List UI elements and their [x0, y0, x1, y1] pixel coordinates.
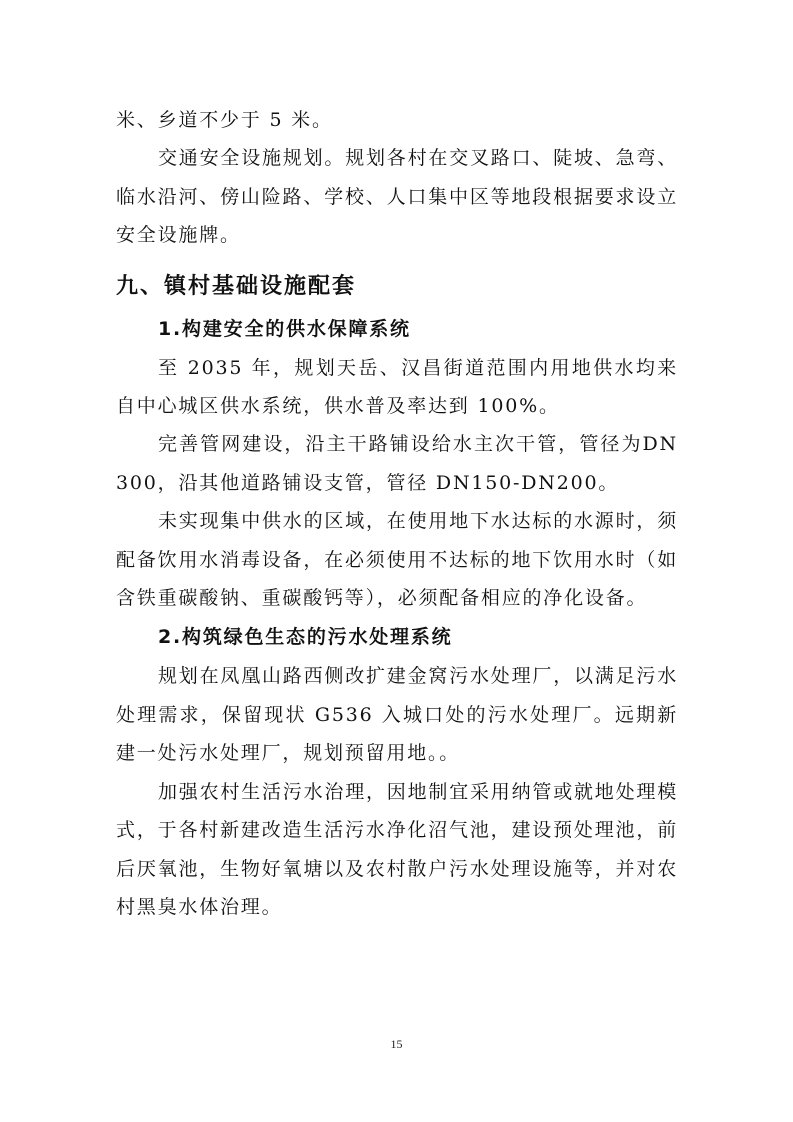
paragraph-sewage-1: 规划在凤凰山路西侧改扩建金窝污水处理厂，以满足污水处理需求，保留现状 G536 入城口处的污水处理厂。远期新建一处污水处理厂，规划预留用地。。	[116, 665, 679, 765]
paragraph-water-supply-3: 未实现集中供水的区域，在使用地下水达标的水源时，须配备饮用水消毒设备，在必须使用不达标的地下饮用水时（如含铁重碳酸钠、重碳酸钙等），必须配备相应的净化设备。	[116, 510, 679, 610]
subsection-heading-sewage: 2.构筑绿色生态的污水处理系统	[158, 626, 453, 649]
document-body	[116, 101, 678, 926]
subsection-heading-water-supply: 1.构建安全的供水保障系统	[158, 317, 411, 340]
paragraph-traffic-safety: 交通安全设施规划。规划各村在交叉路口、陡坡、急弯、临水沿河、傍山险路、学校、人口集中区等地段根据要求设立安全设施牌。	[116, 147, 679, 247]
paragraph-sewage-2: 加强农村生活污水治理，因地制宜采用纳管或就地处理模式，于各村新建改造生活污水净化沼气池，建设预处理池，前后厌氧池，生物好氧塘以及农村散户污水处理设施等，并对农村黑臭水体治理。	[116, 780, 679, 918]
paragraph-water-supply-2: 完善管网建设，沿主干路铺设给水主次干管，管径为DN300，沿其他道路铺设支管，管径 DN150-DN200。	[116, 433, 678, 494]
page-number: 15	[390, 1037, 403, 1051]
paragraph-water-supply-1: 至 2035 年，规划天岳、汉昌街道范围内用地供水均来自中心城区供水系统，供水普及率达到 100%。	[116, 356, 678, 418]
section-heading: 九、镇村基础设施配套	[116, 273, 357, 299]
paragraph-continued: 米、乡道不少于 5 米。	[116, 109, 333, 131]
